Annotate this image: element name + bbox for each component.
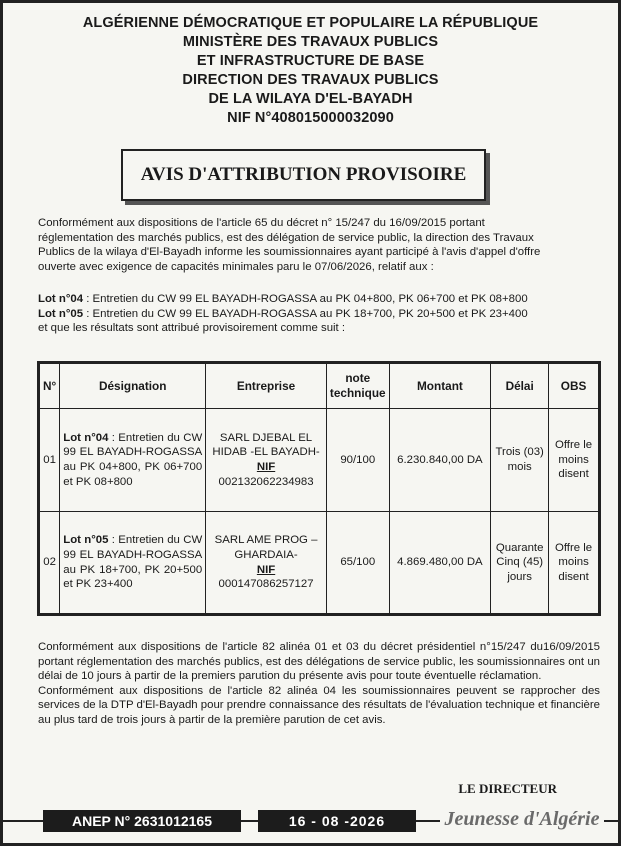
intro-line: ouverte avec exigence de capacités minimales paru le 07/06/2026, relatif aux : <box>38 260 434 273</box>
col-header-montant: Montant <box>389 363 491 409</box>
intro-line: réglementation des marchés publics, est des délégation de service public, la direction des Travaux <box>38 231 534 244</box>
header-line: DE LA WILAYA D'EL-BAYADH <box>208 91 413 107</box>
col-header-note: note technique <box>326 363 389 409</box>
row-number: 02 <box>39 512 60 615</box>
lot-label: Lot n°05 <box>38 307 84 320</box>
col-header-num: N° <box>39 363 60 409</box>
lot-text: : Entretien du CW 99 EL BAYADH-ROGASSA au PK 18+700, PK 20+500 et PK 23+400 <box>83 307 528 320</box>
row-montant: 4.869.480,00 DA <box>389 512 491 615</box>
intro-line: Publics de la wilaya d'El-Bayadh informe les soumissionnaires ayant participé à l'avis d'appel d'offre <box>38 246 541 259</box>
header-line: MINISTÈRE DES TRAVAUX PUBLICS <box>182 34 439 50</box>
row-note: 65/100 <box>326 512 389 615</box>
anep-number-badge: ANEP N° 2631012165 <box>43 810 241 832</box>
publication-date-badge: 16 - 08 -2026 <box>258 810 416 832</box>
row-obs: Offre le moins disent <box>549 409 600 512</box>
header-line: ET INFRASTRUCTURE DE BASE <box>196 53 425 69</box>
row-note: 90/100 <box>326 409 389 512</box>
row-lot-label: Lot n°05 <box>63 534 109 547</box>
notice-title: AVIS D'ATTRIBUTION PROVISOIRE <box>140 164 467 185</box>
header-line: ALGÉRIENNE DÉMOCRATIQUE ET POPULAIRE LA RÉPUBLIQUE <box>82 15 539 31</box>
notice-title-box <box>121 149 486 201</box>
col-header-delai: Délai <box>491 363 549 409</box>
results-table <box>37 361 601 616</box>
closing-paragraphs <box>38 640 600 728</box>
row-montant: 6.230.840,00 DA <box>389 409 491 512</box>
nif-label: NIF <box>256 461 276 473</box>
lot-item <box>38 307 600 322</box>
row-lot-label: Lot n°04 <box>63 431 109 444</box>
row-designation-text: : Entretien du CW 99 EL BAYADH-ROGASSA au PK 18+700, PK 20+500 et PK 23+400 <box>63 534 203 591</box>
nif-label: NIF <box>256 563 276 576</box>
table-header-row <box>39 363 600 409</box>
row-designation-text: : Entretien du CW 99 EL BAYADH-ROGASSA au PK 04+800, PK 06+700 et PK 08+800 <box>63 431 203 488</box>
closing-paragraph: Conformément aux dispositions de l'article 82 alinéa 01 et 03 du décret présidentiel n°15/247 du16/09/2015 portant réglementation des marchés publics, est des délégations de service public, les soumissionnaires ont un délai de 10 jours à partir de la premiers parution du présente avis pour toute éventuelle réclamation. <box>38 641 600 683</box>
entreprise-name: SARL AME PROG –GHARDAIA- <box>214 534 318 561</box>
nif-number: 002132062234983 <box>218 475 314 488</box>
newspaper-logo: Jeunesse d'Algérie <box>440 804 604 834</box>
intro-line: Conformément aux dispositions de l'article 65 du décret n° 15/247 du 16/09/2015 portant <box>38 217 485 229</box>
table-row <box>39 409 600 512</box>
header-nif: NIF N°408015000032090 <box>227 110 394 126</box>
results-intro: et que les résultats sont attribué provisoirement comme suit : <box>38 322 346 335</box>
col-header-entreprise: Entreprise <box>206 363 327 409</box>
lot-label: Lot n°04 <box>38 293 84 305</box>
row-designation <box>60 512 206 615</box>
lot-text: : Entretien du CW 99 EL BAYADH-ROGASSA au PK 04+800, PK 06+700 et PK 08+800 <box>83 293 528 305</box>
lot-item <box>38 292 600 307</box>
row-entreprise <box>206 512 327 615</box>
table-row <box>39 512 600 615</box>
lots-list <box>38 292 600 336</box>
nif-number: 000147086257127 <box>218 578 314 591</box>
row-obs: Offre le moins disent <box>549 512 600 615</box>
issuer-header <box>0 14 621 128</box>
header-line: DIRECTION DES TRAVAUX PUBLICS <box>182 72 439 88</box>
row-entreprise <box>206 409 327 512</box>
col-header-obs: OBS <box>549 363 600 409</box>
closing-paragraph: Conformément aux dispositions de l'article 82 alinéa 04 les soumissionnaires peuvent se rapprocher des services de la DTP d'El-Bayadh pour prendre connaissance des résultats de l'évaluation technique et financière au plus tard de trois jours à partir de la première parution de cet avis. <box>38 684 600 726</box>
row-number: 01 <box>39 409 60 512</box>
col-header-designation: Désignation <box>60 363 206 409</box>
entreprise-name: SARL DJEBAL EL HIDAB -EL BAYADH- <box>212 431 320 459</box>
row-delai: Quarante Cinq (45) jours <box>491 512 549 615</box>
row-delai: Trois (03) mois <box>491 409 549 512</box>
director-signature: LE DIRECTEUR <box>458 781 557 796</box>
intro-paragraph <box>38 216 600 274</box>
row-designation <box>60 409 206 512</box>
